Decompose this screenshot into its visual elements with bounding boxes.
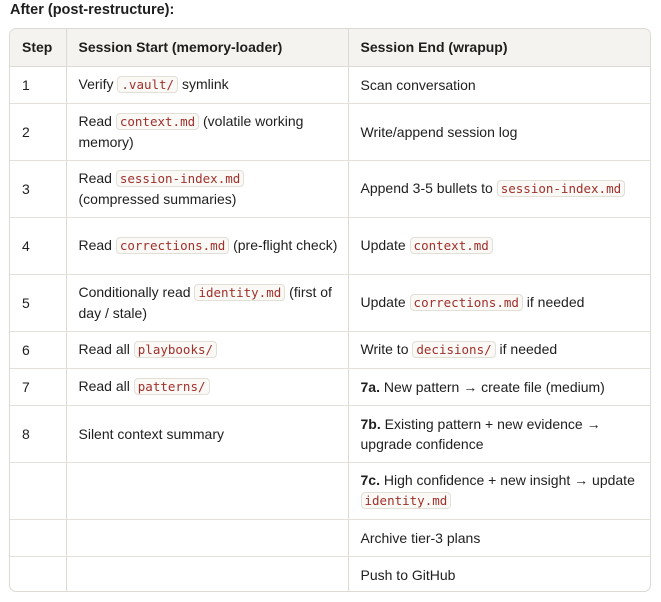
step-cell: 2 xyxy=(10,103,66,160)
table-row xyxy=(10,66,650,103)
step-cell: 7 xyxy=(10,368,66,405)
cell-text: (volatile working memory) xyxy=(78,113,304,150)
step-cell xyxy=(10,519,66,556)
inline-code: playbooks/ xyxy=(134,341,217,358)
cell-text: if needed xyxy=(495,341,558,357)
restructure-table xyxy=(9,28,651,592)
inline-code: .vault/ xyxy=(117,76,178,93)
session-end-cell xyxy=(348,556,650,592)
session-start-cell xyxy=(66,556,348,592)
cell-text: Scan conversation xyxy=(360,76,476,93)
cell-text: Existing pattern + new evidence → upgrade confidence xyxy=(360,415,601,452)
session-end-cell xyxy=(348,368,650,405)
session-end-cell xyxy=(348,274,650,331)
cell-text: Read xyxy=(78,170,116,186)
cell-text: Read xyxy=(78,113,116,129)
table-row xyxy=(10,217,650,274)
session-end-cell xyxy=(348,160,650,217)
table-row xyxy=(10,405,650,462)
column-header-step: Step xyxy=(10,29,66,66)
table-row xyxy=(10,103,650,160)
inline-code: session-index.md xyxy=(116,170,244,187)
cell-text: Read all xyxy=(78,341,134,357)
session-start-cell xyxy=(66,217,348,274)
table-row xyxy=(10,368,650,405)
session-start-cell xyxy=(66,331,348,368)
cell-text: Verify xyxy=(78,76,118,92)
inline-code: identity.md xyxy=(361,492,452,509)
table-row xyxy=(10,462,650,519)
session-end-cell xyxy=(348,405,650,462)
inline-code: corrections.md xyxy=(410,294,523,311)
session-start-cell xyxy=(66,462,348,519)
session-start-cell xyxy=(66,274,348,331)
session-start-cell xyxy=(66,405,348,462)
cell-text: Append 3-5 bullets to xyxy=(360,180,497,196)
cell-text: Read all xyxy=(78,378,134,394)
session-end-cell xyxy=(348,462,650,519)
inline-code: context.md xyxy=(410,237,493,254)
sub-step-label: 7c. xyxy=(360,472,380,488)
cell-text: High confidence + new insight → update xyxy=(379,472,635,488)
cell-text: Update xyxy=(360,294,410,310)
cell-text: Conditionally read xyxy=(78,284,195,300)
inline-code: patterns/ xyxy=(134,378,210,395)
column-header-session-end: Session End (wrapup) xyxy=(348,29,650,66)
cell-text: Push to GitHub xyxy=(360,566,456,583)
cell-text: New pattern → create file (medium) xyxy=(379,378,605,395)
step-cell: 4 xyxy=(10,217,66,274)
session-end-cell xyxy=(348,217,650,274)
step-cell: 5 xyxy=(10,274,66,331)
sub-step-label: 7b. xyxy=(360,415,381,432)
step-cell: 8 xyxy=(10,405,66,462)
step-cell: 3 xyxy=(10,160,66,217)
cell-text: (compressed summaries) xyxy=(78,191,237,207)
table-row xyxy=(10,519,650,556)
inline-code: session-index.md xyxy=(497,180,625,197)
inline-code: corrections.md xyxy=(116,237,229,254)
table-row xyxy=(10,331,650,368)
step-cell xyxy=(10,462,66,519)
session-start-cell xyxy=(66,368,348,405)
cell-text: Read xyxy=(78,237,116,253)
session-end-cell xyxy=(348,66,650,103)
session-start-cell xyxy=(66,519,348,556)
session-end-cell xyxy=(348,519,650,556)
session-end-cell xyxy=(348,103,650,160)
section-heading: After (post-restructure): xyxy=(10,2,175,18)
table-row xyxy=(10,274,650,331)
cell-text: Silent context summary xyxy=(78,425,224,442)
cell-text: Archive tier-3 plans xyxy=(360,529,481,546)
cell-text: Write/append session log xyxy=(360,123,518,140)
inline-code: decisions/ xyxy=(412,341,495,358)
inline-code: identity.md xyxy=(194,284,285,301)
session-end-cell xyxy=(348,331,650,368)
table-row xyxy=(10,556,650,592)
cell-text: (first of day / stale) xyxy=(78,284,332,321)
sub-step-label: 7a. xyxy=(360,378,380,395)
session-start-cell xyxy=(66,66,348,103)
cell-text: symlink xyxy=(178,76,229,92)
cell-text: Update xyxy=(360,237,410,253)
session-start-cell xyxy=(66,160,348,217)
column-header-session-start: Session Start (memory-loader) xyxy=(66,29,348,66)
cell-text: Write to xyxy=(360,341,413,357)
session-start-cell xyxy=(66,103,348,160)
table-header-row xyxy=(10,29,650,66)
inline-code: context.md xyxy=(116,113,199,130)
step-cell xyxy=(10,556,66,592)
step-cell: 6 xyxy=(10,331,66,368)
cell-text: (pre-flight check) xyxy=(229,237,338,253)
cell-text: if needed xyxy=(522,294,585,310)
table-row xyxy=(10,160,650,217)
step-cell: 1 xyxy=(10,66,66,103)
